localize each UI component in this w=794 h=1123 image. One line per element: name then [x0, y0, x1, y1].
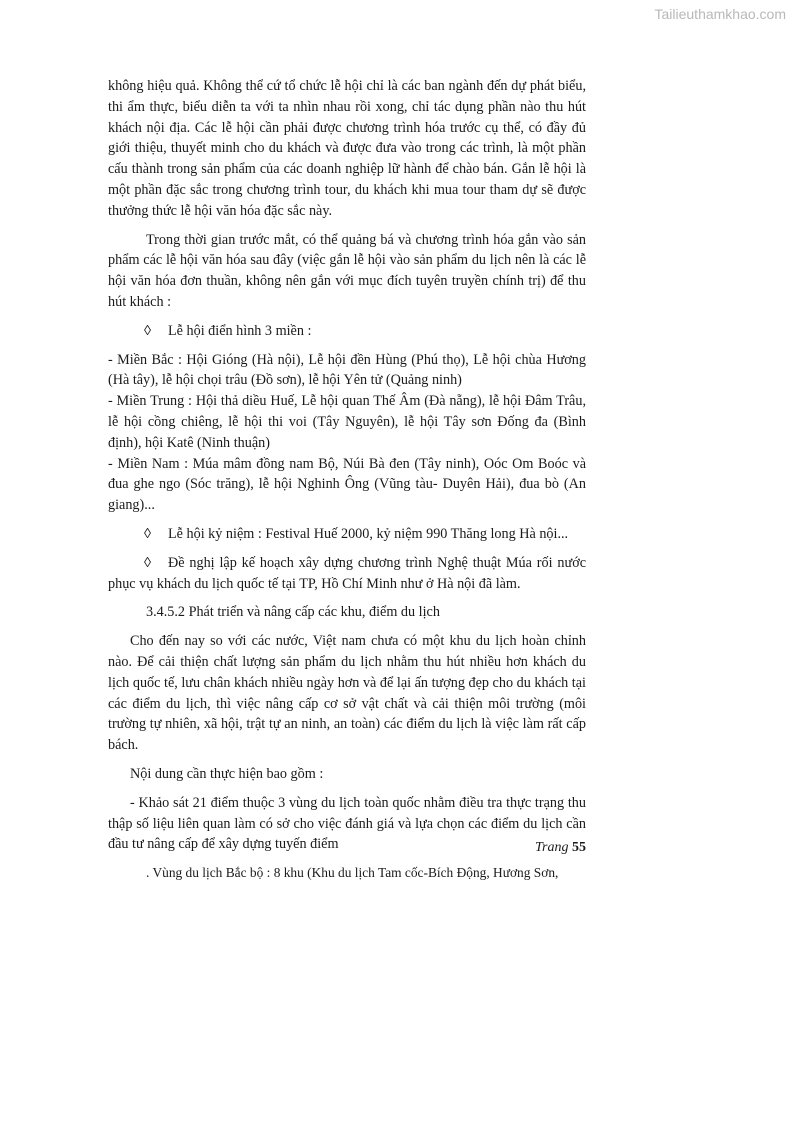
bullet-water-puppetry — [108, 553, 586, 595]
paragraph-festival-effectiveness: không hiệu quả. Không thể cứ tổ chức lễ hội chỉ là các ban ngành đến dự phát biểu, thi ẩm thực, biểu diễn ta với ta nhìn nhau rồi xong, chỉ tác dụng phần nào thu hút khách nội địa. Các lễ hội cần phải được chương trình hóa trước cụ thể, có đầy đủ giới thiệu, thuyết minh cho du khách và được đưa vào trong các trình, là một phần cấu thành trong sản phẩm của các doanh nghiệp lữ hành để chào bán. Gắn lễ hội là một phần đặc sắc trong chương trình tour, du khách khi mua tour tham dự sẽ được thưởng thức lễ hội văn hóa đặc sắc này. — [108, 78, 586, 219]
paragraph-survey: - Khảo sát 21 điểm thuộc 3 vùng du lịch toàn quốc nhằm điều tra thực trạng thu thập số liệu liên quan làm có sở cho việc đánh giá và lựa chọn các điểm du lịch cần đầu tư nâng cấp để xây dựng tuyến điểm — [108, 794, 586, 853]
document-body — [108, 76, 586, 892]
bullet-typical-festivals — [108, 321, 586, 342]
page-number: 55 — [572, 840, 586, 855]
region-south: - Miền Nam : Múa mâm đồng nam Bộ, Núi Bà đen (Tây ninh), Oóc Om Boóc và đua ghe ngo (Sóc trăng), lễ hội Nghinh Ông (Vũng tàu- Duyên Hải), đua bò (An giang)... — [108, 455, 586, 514]
section-heading: 3.4.5.2 Phát triển và nâng cấp các khu, điểm du lịch — [146, 604, 440, 621]
bullet-anniversary-festivals — [108, 524, 586, 545]
bullet-text: Lễ hội kỷ niệm : Festival Huế 2000, kỷ niệm 990 Thăng long Hà nội... — [168, 525, 569, 542]
paragraph-tourism-upgrade: Cho đến nay so với các nước, Việt nam chưa có một khu du lịch hoàn chỉnh nào. Để cải thiện chất lượng sản phẩm du lịch nhằm thu hút nhiều hơn khách du lịch quốc tế, lưu chân khách nhiều ngày hơn và để lại ấn tượng đẹp cho du khách tại các điểm du lịch, thì việc nâng cấp cơ sở vật chất và cải thiện môi trường (môi trường tự nhiên, xã hội, trật tự an ninh, an toàn) các điểm du lịch là việc làm rất cấp bách. — [108, 633, 586, 754]
bullet-text: Lễ hội điển hình 3 miền : — [168, 322, 312, 339]
paragraph-northern-region: . Vùng du lịch Bắc bộ : 8 khu (Khu du lịch Tam cốc-Bích Động, Hương Sơn, — [146, 865, 559, 881]
diamond-bullet-icon: ◊ — [144, 554, 152, 571]
paragraph-contents: Nội dung cần thực hiện bao gồm : — [130, 765, 324, 782]
page-footer — [108, 840, 586, 856]
page-label: Trang — [535, 840, 569, 855]
bullet-text: Đề nghị lập kế hoạch xây dựng chương trình Nghệ thuật Múa rối nước phục vụ khách du lịch quốc tế tại TP, Hồ Chí Minh như ở Hà nội đã làm. — [108, 554, 586, 592]
diamond-bullet-icon: ◊ — [144, 322, 152, 339]
paragraph-festival-promotion: Trong thời gian trước mắt, có thể quảng bá và chương trình hóa gắn vào sản phẩm các lễ hội văn hóa sau đây (việc gắn lễ hội vào sản phẩm du lịch nên là các lễ hội văn hóa đơn thuần, không nên gắn với mục đích tuyên truyền chính trị) để thu hút khách : — [108, 231, 586, 310]
region-central: - Miền Trung : Hội thả diều Huế, Lễ hội quan Thế Âm (Đà nẵng), lễ hội Đâm Trâu, lễ hội cồng chiêng, lễ hội thi voi (Tây Nguyên), lễ hội Tây sơn Đống đa (Bình định), hội Katê (Ninh thuận) — [108, 393, 586, 451]
region-north: - Miền Bắc : Hội Gióng (Hà nội), Lễ hội đền Hùng (Phú thọ), Lễ hội chùa Hương (Hà tây), lễ hội chọi trâu (Đồ sơn), lễ hội Yên tử (Quảng ninh) — [108, 351, 586, 389]
diamond-bullet-icon: ◊ — [144, 525, 152, 542]
watermark: Tailieuthamkhao.com — [654, 6, 786, 22]
